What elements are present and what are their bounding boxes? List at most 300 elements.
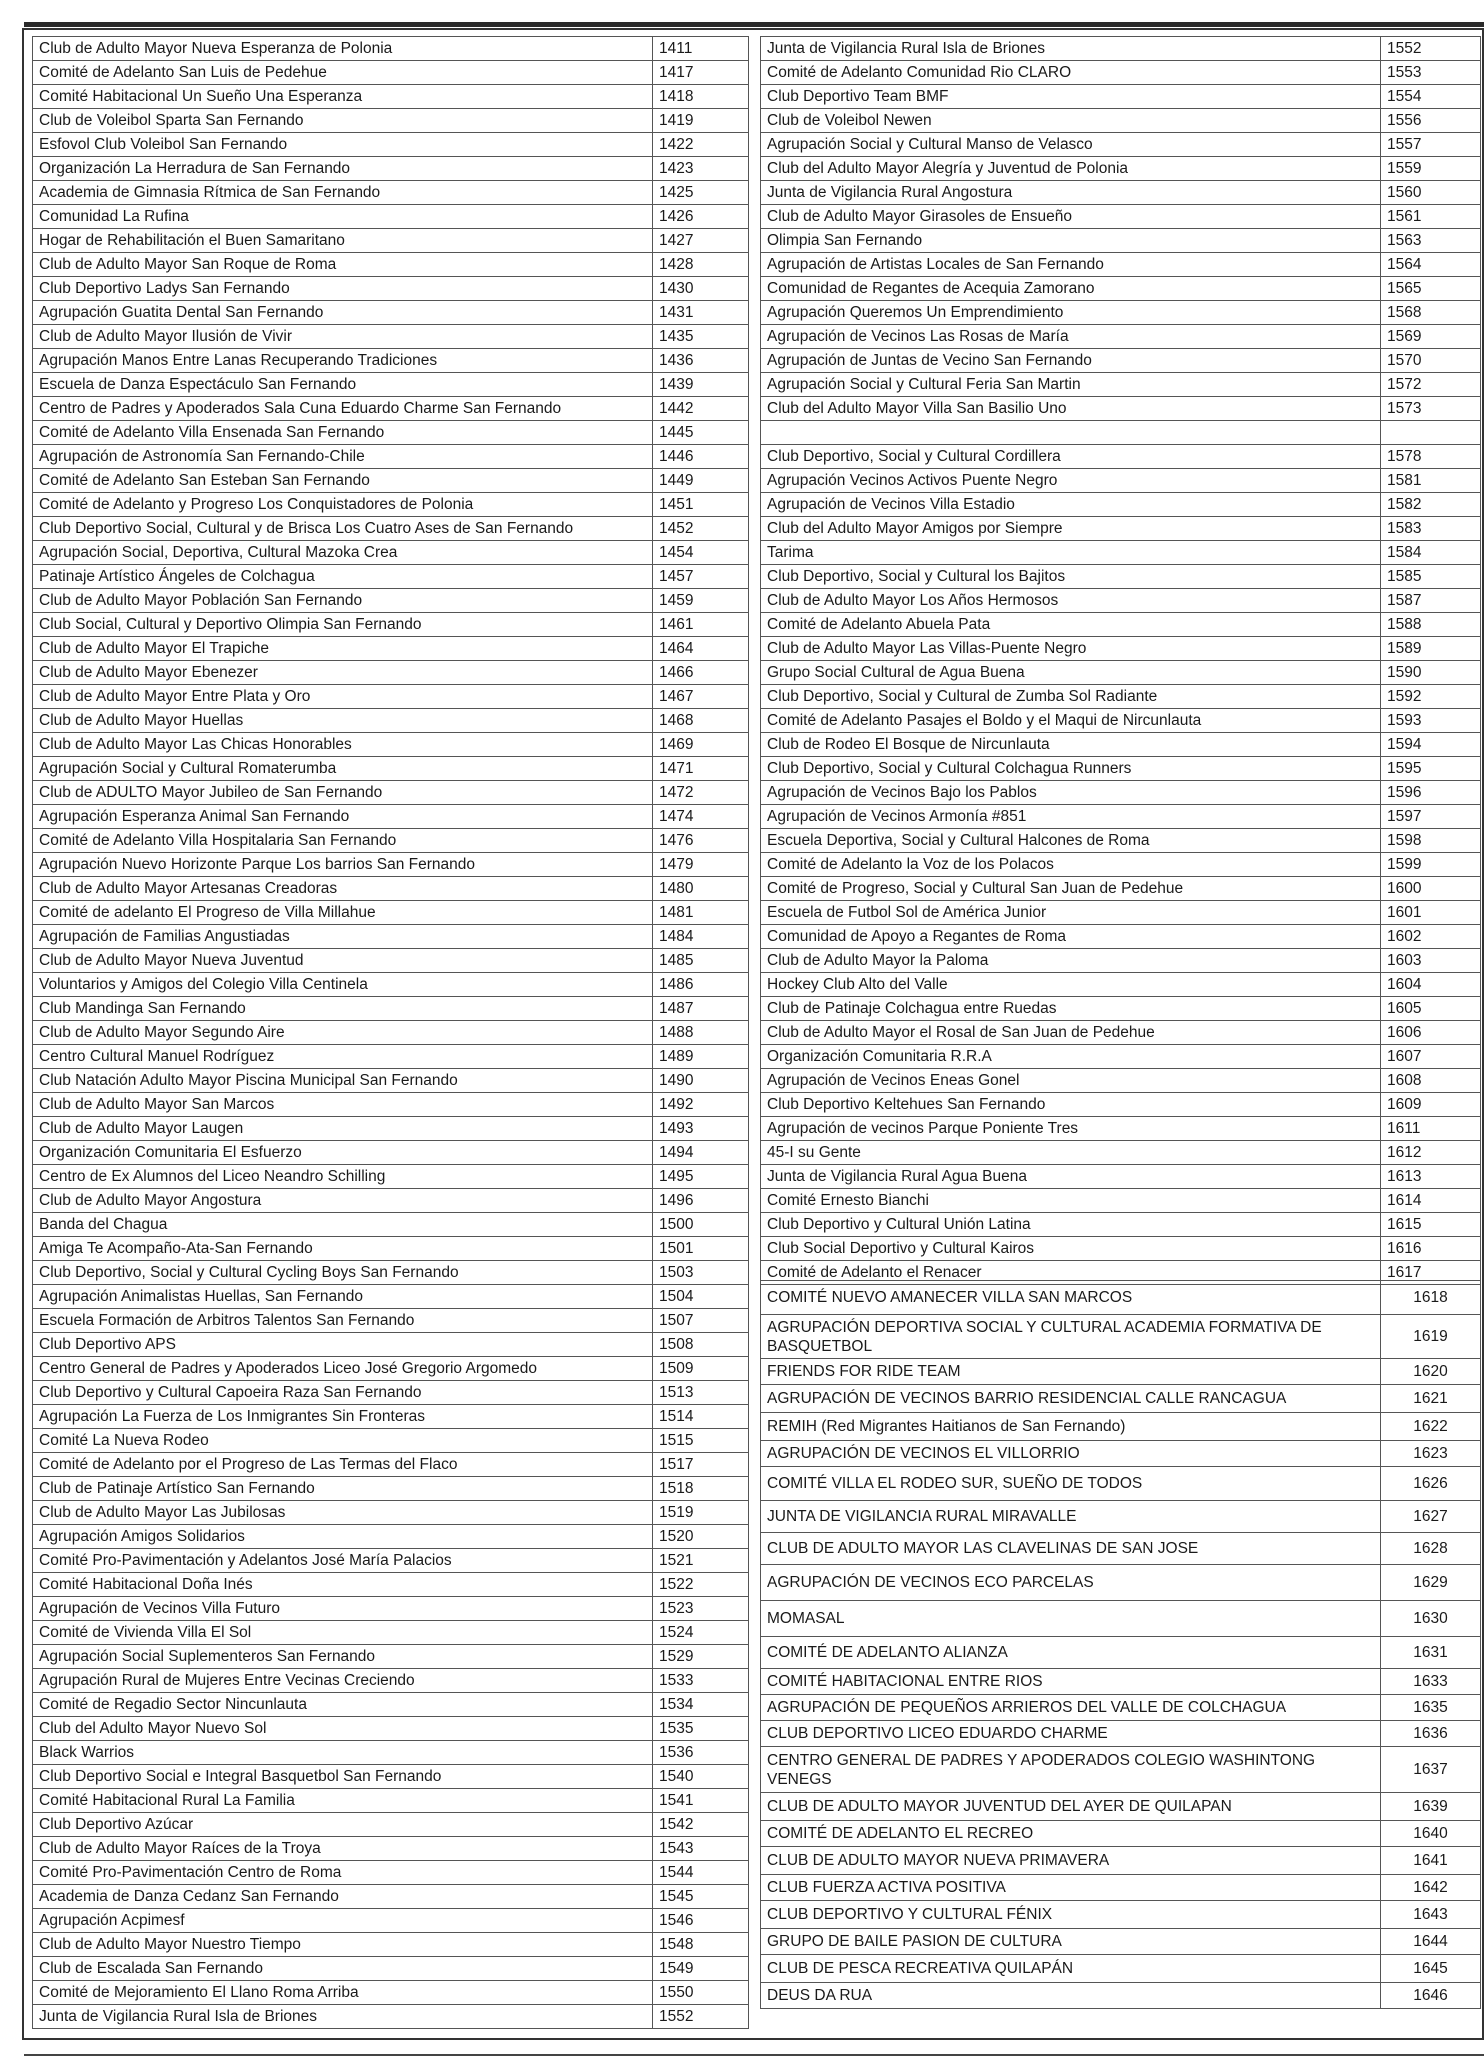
registration-number: 1428 — [653, 253, 749, 277]
organization-name: Patinaje Artístico Ángeles de Colchagua — [33, 565, 653, 589]
table-row — [761, 1281, 1481, 1315]
registration-number: 1422 — [653, 133, 749, 157]
registration-number: 1559 — [1381, 157, 1481, 181]
table-row — [761, 804, 1481, 828]
table-row — [33, 877, 749, 901]
table-row — [761, 612, 1481, 636]
table-row — [33, 1909, 749, 1933]
table-row — [761, 1847, 1481, 1875]
table-row — [33, 1021, 749, 1045]
organization-name: Club del Adulto Mayor Villa San Basilio Uno — [761, 397, 1381, 421]
organization-name: COMITÉ DE ADELANTO EL RECREO — [761, 1821, 1381, 1847]
registration-number: 1552 — [1381, 37, 1481, 61]
table-row — [33, 1261, 749, 1285]
organization-name: Club Deportivo APS — [33, 1333, 653, 1357]
organization-name: Comité de Adelanto Comunidad Rio CLARO — [761, 61, 1381, 85]
organization-name: Club de Voleibol Newen — [761, 109, 1381, 133]
registration-number: 1629 — [1381, 1565, 1481, 1601]
registration-number: 1461 — [653, 613, 749, 637]
table-row — [33, 1525, 749, 1549]
table-row — [33, 925, 749, 949]
table-row — [761, 61, 1481, 85]
table-row — [33, 973, 749, 997]
table-row — [761, 1413, 1481, 1441]
organization-name: Agrupación Social y Cultural Manso de Velasco — [761, 133, 1381, 157]
organization-name: Comité Ernesto Bianchi — [761, 1188, 1381, 1212]
registration-number: 1451 — [653, 493, 749, 517]
table-row — [33, 853, 749, 877]
table-row — [33, 1669, 749, 1693]
table-row — [761, 1637, 1481, 1669]
organization-name: Academia de Danza Cedanz San Fernando — [33, 1885, 653, 1909]
organization-name: Grupo Social Cultural de Agua Buena — [761, 660, 1381, 684]
organization-name: Escuela de Futbol Sol de América Junior — [761, 900, 1381, 924]
registration-number: 1466 — [653, 661, 749, 685]
registration-number: 1593 — [1381, 708, 1481, 732]
organization-name: Comité de Vivienda Villa El Sol — [33, 1621, 653, 1645]
organization-name: Academia de Gimnasia Rítmica de San Fernando — [33, 181, 653, 205]
organization-name: Agrupación Amigos Solidarios — [33, 1525, 653, 1549]
table-row — [33, 1741, 749, 1765]
organization-name: Comité Habitacional Doña Inés — [33, 1573, 653, 1597]
registration-number — [1381, 421, 1481, 445]
registration-number: 1641 — [1381, 1847, 1481, 1875]
registration-number: 1615 — [1381, 1212, 1481, 1236]
organization-name: Club Deportivo Ladys San Fernando — [33, 277, 653, 301]
organization-name: Agrupación de Familias Angustiadas — [33, 925, 653, 949]
organization-name: Club Deportivo y Cultural Unión Latina — [761, 1212, 1381, 1236]
organization-name: Agrupación Nuevo Horizonte Parque Los barrios San Fernando — [33, 853, 653, 877]
table-row — [761, 1116, 1481, 1140]
registration-number: 1622 — [1381, 1413, 1481, 1441]
registration-number: 1561 — [1381, 205, 1481, 229]
organization-name: CLUB DEPORTIVO LICEO EDUARDO CHARME — [761, 1721, 1381, 1747]
table-row — [761, 852, 1481, 876]
table-row — [761, 996, 1481, 1020]
organization-name: COMITÉ DE ADELANTO ALIANZA — [761, 1637, 1381, 1669]
registration-number: 1484 — [653, 925, 749, 949]
registration-number: 1639 — [1381, 1793, 1481, 1821]
table-row — [33, 37, 749, 61]
table-row — [33, 1045, 749, 1069]
registration-number: 1640 — [1381, 1821, 1481, 1847]
registration-number: 1545 — [653, 1885, 749, 1909]
organization-name: Club de Adulto Mayor Girasoles de Ensueño — [761, 205, 1381, 229]
organization-name: Club de Voleibol Sparta San Fernando — [33, 109, 653, 133]
registration-number: 1486 — [653, 973, 749, 997]
organization-name: Comité de Adelanto San Esteban San Fernando — [33, 469, 653, 493]
organization-name: Comité de Adelanto la Voz de los Polacos — [761, 852, 1381, 876]
table-row — [761, 277, 1481, 301]
registration-number: 1523 — [653, 1597, 749, 1621]
registration-number: 1474 — [653, 805, 749, 829]
table-row — [761, 636, 1481, 660]
organization-name: Club Deportivo y Cultural Capoeira Raza San Fernando — [33, 1381, 653, 1405]
registration-number: 1612 — [1381, 1140, 1481, 1164]
registration-number: 1454 — [653, 541, 749, 565]
table-row — [33, 733, 749, 757]
registration-number: 1476 — [653, 829, 749, 853]
organization-name: CLUB DE ADULTO MAYOR JUVENTUD DEL AYER DE QUILAPAN — [761, 1793, 1381, 1821]
registration-number: 1472 — [653, 781, 749, 805]
organization-name: AGRUPACIÓN DE VECINOS BARRIO RESIDENCIAL CALLE RANCAGUA — [761, 1385, 1381, 1413]
table-row — [33, 685, 749, 709]
registration-number: 1490 — [653, 1069, 749, 1093]
registration-number: 1584 — [1381, 540, 1481, 564]
organization-name: Agrupación de Astronomía San Fernando-Chile — [33, 445, 653, 469]
organization-name: Club del Adulto Mayor Amigos por Siempre — [761, 516, 1381, 540]
table-row — [761, 1565, 1481, 1601]
table-row — [761, 1793, 1481, 1821]
organization-name: Comité de Adelanto Villa Ensenada San Fernando — [33, 421, 653, 445]
table-row — [33, 85, 749, 109]
table-row — [761, 1315, 1481, 1359]
left-organizations-table — [32, 36, 749, 2029]
organization-name: Agrupación Social Suplementeros San Fernando — [33, 1645, 653, 1669]
registration-number: 1495 — [653, 1165, 749, 1189]
organization-name: Comité de Adelanto por el Progreso de Las Termas del Flaco — [33, 1453, 653, 1477]
right-organizations-table — [760, 36, 1481, 1285]
registration-number: 1508 — [653, 1333, 749, 1357]
organization-name: CLUB DE PESCA RECREATIVA QUILAPÁN — [761, 1955, 1381, 1983]
organization-name: Esfovol Club Voleibol San Fernando — [33, 133, 653, 157]
table-row — [761, 972, 1481, 996]
registration-number: 1430 — [653, 277, 749, 301]
table-row — [761, 301, 1481, 325]
registration-number: 1645 — [1381, 1955, 1481, 1983]
table-row — [33, 349, 749, 373]
registration-number: 1515 — [653, 1429, 749, 1453]
table-row — [33, 1981, 749, 2005]
organization-name: Agrupación Manos Entre Lanas Recuperando Tradiciones — [33, 349, 653, 373]
registration-number: 1517 — [653, 1453, 749, 1477]
table-row — [33, 1621, 749, 1645]
registration-number: 1418 — [653, 85, 749, 109]
registration-number: 1503 — [653, 1261, 749, 1285]
table-row — [33, 1549, 749, 1573]
table-row — [33, 613, 749, 637]
registration-number: 1439 — [653, 373, 749, 397]
registration-number: 1534 — [653, 1693, 749, 1717]
table-row — [761, 109, 1481, 133]
registration-number: 1481 — [653, 901, 749, 925]
organization-name: Club de Adulto Mayor Raíces de la Troya — [33, 1837, 653, 1861]
organization-name: Club de Adulto Mayor Angostura — [33, 1189, 653, 1213]
organization-name: CLUB DE ADULTO MAYOR LAS CLAVELINAS DE SAN JOSE — [761, 1533, 1381, 1565]
table-row — [761, 1695, 1481, 1721]
table-row — [33, 517, 749, 541]
registration-number: 1546 — [653, 1909, 749, 1933]
registration-number: 1570 — [1381, 349, 1481, 373]
table-row — [761, 780, 1481, 804]
table-row — [33, 1093, 749, 1117]
registration-number: 1626 — [1381, 1467, 1481, 1501]
table-row — [33, 1213, 749, 1237]
organization-name: Agrupación Vecinos Activos Puente Negro — [761, 468, 1381, 492]
table-row — [33, 781, 749, 805]
organization-name: Comité La Nueva Rodeo — [33, 1429, 653, 1453]
table-row — [33, 301, 749, 325]
table-row — [761, 133, 1481, 157]
registration-number: 1557 — [1381, 133, 1481, 157]
table-row — [761, 325, 1481, 349]
organization-name: Club Mandinga San Fernando — [33, 997, 653, 1021]
table-row — [33, 1357, 749, 1381]
registration-number: 1607 — [1381, 1044, 1481, 1068]
organization-name: Club Deportivo, Social y Cultural de Zumba Sol Radiante — [761, 684, 1381, 708]
registration-number: 1569 — [1381, 325, 1481, 349]
organization-name: Club Social Deportivo y Cultural Kairos — [761, 1236, 1381, 1260]
table-row — [33, 469, 749, 493]
table-row — [33, 1597, 749, 1621]
registration-number: 1596 — [1381, 780, 1481, 804]
organization-name: AGRUPACIÓN DE VECINOS ECO PARCELAS — [761, 1565, 1381, 1601]
registration-number: 1604 — [1381, 972, 1481, 996]
table-row — [33, 757, 749, 781]
organization-name: FRIENDS FOR RIDE TEAM — [761, 1359, 1381, 1385]
registration-number: 1507 — [653, 1309, 749, 1333]
registration-number: 1603 — [1381, 948, 1481, 972]
organization-name: Escuela de Danza Espectáculo San Fernando — [33, 373, 653, 397]
table-row — [33, 397, 749, 421]
registration-number: 1597 — [1381, 804, 1481, 828]
table-row — [33, 1813, 749, 1837]
registration-number: 1637 — [1381, 1747, 1481, 1793]
organization-name: Club de Escalada San Fernando — [33, 1957, 653, 1981]
registration-number: 1500 — [653, 1213, 749, 1237]
registration-number: 1449 — [653, 469, 749, 493]
organization-name: Comité Habitacional Rural La Familia — [33, 1789, 653, 1813]
registration-number: 1631 — [1381, 1637, 1481, 1669]
table-row — [761, 397, 1481, 421]
organization-name: CLUB DEPORTIVO Y CULTURAL FÉNIX — [761, 1901, 1381, 1929]
registration-number: 1427 — [653, 229, 749, 253]
registration-number: 1644 — [1381, 1929, 1481, 1955]
registration-number: 1488 — [653, 1021, 749, 1045]
table-row — [33, 1333, 749, 1357]
registration-number: 1643 — [1381, 1901, 1481, 1929]
organization-name: AGRUPACIÓN DE PEQUEÑOS ARRIEROS DEL VALLE DE COLCHAGUA — [761, 1695, 1381, 1721]
table-row — [761, 229, 1481, 253]
table-row — [761, 516, 1481, 540]
registration-number: 1599 — [1381, 852, 1481, 876]
registration-number: 1611 — [1381, 1116, 1481, 1140]
organization-name: Comité de Adelanto Abuela Pata — [761, 612, 1381, 636]
registration-number: 1568 — [1381, 301, 1481, 325]
organization-name: Comité de Regadio Sector Nincunlauta — [33, 1693, 653, 1717]
organization-name: Junta de Vigilancia Rural Agua Buena — [761, 1164, 1381, 1188]
organization-name: AGRUPACIÓN DEPORTIVA SOCIAL Y CULTURAL ACADEMIA FORMATIVA DE BASQUETBOL — [761, 1315, 1381, 1359]
table-row — [761, 1501, 1481, 1533]
registration-number: 1471 — [653, 757, 749, 781]
table-row — [33, 181, 749, 205]
registration-number: 1521 — [653, 1549, 749, 1573]
organization-name: Voluntarios y Amigos del Colegio Villa Centinela — [33, 973, 653, 997]
table-row — [33, 1645, 749, 1669]
table-row — [33, 589, 749, 613]
organization-name: Agrupación Social y Cultural Romaterumba — [33, 757, 653, 781]
registration-number: 1549 — [653, 1957, 749, 1981]
organization-name: Club Deportivo, Social y Cultural Cycling Boys San Fernando — [33, 1261, 653, 1285]
registration-number: 1630 — [1381, 1601, 1481, 1637]
table-row — [761, 492, 1481, 516]
table-row — [33, 493, 749, 517]
registration-number: 1543 — [653, 1837, 749, 1861]
table-row — [761, 253, 1481, 277]
organization-name: Club de Adulto Mayor Ilusión de Vivir — [33, 325, 653, 349]
table-row — [761, 444, 1481, 468]
organization-name: Comité Habitacional Un Sueño Una Esperanza — [33, 85, 653, 109]
registration-number: 1519 — [653, 1501, 749, 1525]
registration-number: 1550 — [653, 1981, 749, 2005]
registration-number: 1435 — [653, 325, 749, 349]
registration-number: 1426 — [653, 205, 749, 229]
organization-name: Club de Adulto Mayor Nueva Esperanza de Polonia — [33, 37, 653, 61]
table-row — [33, 373, 749, 397]
organization-name: Club de Adulto Mayor Población San Fernando — [33, 589, 653, 613]
registration-number: 1501 — [653, 1237, 749, 1261]
table-row — [33, 1453, 749, 1477]
table-row — [33, 637, 749, 661]
table-row — [761, 1669, 1481, 1695]
organization-name: Club de Adulto Mayor Ebenezer — [33, 661, 653, 685]
organization-name: Junta de Vigilancia Rural Isla de Briones — [761, 37, 1381, 61]
organization-name: Organización La Herradura de San Fernando — [33, 157, 653, 181]
table-row — [761, 349, 1481, 373]
organization-name: Club del Adulto Mayor Alegría y Juventud de Polonia — [761, 157, 1381, 181]
organization-name: Comité Pro-Pavimentación y Adelantos José María Palacios — [33, 1549, 653, 1573]
registration-number: 1613 — [1381, 1164, 1481, 1188]
registration-number: 1536 — [653, 1741, 749, 1765]
table-row — [33, 1237, 749, 1261]
organization-name: Club de Adulto Mayor la Paloma — [761, 948, 1381, 972]
table-row — [761, 421, 1481, 445]
organization-name: Club Social, Cultural y Deportivo Olimpia San Fernando — [33, 613, 653, 637]
table-row — [33, 253, 749, 277]
organization-name: Club de Adulto Mayor Segundo Aire — [33, 1021, 653, 1045]
table-row — [761, 660, 1481, 684]
registration-number: 1616 — [1381, 1236, 1481, 1260]
organization-name: Centro de Padres y Apoderados Sala Cuna Eduardo Charme San Fernando — [33, 397, 653, 421]
registration-number: 1514 — [653, 1405, 749, 1429]
registration-number: 1529 — [653, 1645, 749, 1669]
registration-number: 1565 — [1381, 277, 1481, 301]
organization-name: Club de Adulto Mayor Huellas — [33, 709, 653, 733]
table-row — [33, 1573, 749, 1597]
organization-name: Club Natación Adulto Mayor Piscina Municipal San Fernando — [33, 1069, 653, 1093]
registration-number: 1464 — [653, 637, 749, 661]
registration-number: 1623 — [1381, 1441, 1481, 1467]
table-row — [761, 1092, 1481, 1116]
organization-name: Agrupación de Artistas Locales de San Fernando — [761, 253, 1381, 277]
table-row — [33, 1381, 749, 1405]
table-row — [761, 1212, 1481, 1236]
organization-name: Hogar de Rehabilitación el Buen Samaritano — [33, 229, 653, 253]
registration-number: 1573 — [1381, 397, 1481, 421]
organization-name: Club Deportivo Social e Integral Basquetbol San Fernando — [33, 1765, 653, 1789]
registration-number: 1436 — [653, 349, 749, 373]
table-row — [33, 1717, 749, 1741]
table-row — [33, 229, 749, 253]
organization-name: Escuela Deportiva, Social y Cultural Halcones de Roma — [761, 828, 1381, 852]
registration-number: 1627 — [1381, 1501, 1481, 1533]
organization-name: Club de Adulto Mayor Laugen — [33, 1117, 653, 1141]
registration-number: 1446 — [653, 445, 749, 469]
registration-number: 1621 — [1381, 1385, 1481, 1413]
registration-number: 1467 — [653, 685, 749, 709]
table-row — [33, 997, 749, 1021]
registration-number: 1541 — [653, 1789, 749, 1813]
table-row — [761, 1533, 1481, 1565]
table-row — [33, 1693, 749, 1717]
table-row — [33, 325, 749, 349]
table-row — [33, 1405, 749, 1429]
registration-number: 1619 — [1381, 1315, 1481, 1359]
registration-number: 1646 — [1381, 1983, 1481, 2009]
registration-number: 1614 — [1381, 1188, 1481, 1212]
registration-number: 1425 — [653, 181, 749, 205]
table-row — [761, 1929, 1481, 1955]
registration-number: 1492 — [653, 1093, 749, 1117]
table-row — [761, 1068, 1481, 1092]
registration-number: 1601 — [1381, 900, 1481, 924]
table-row — [761, 1901, 1481, 1929]
table-row — [33, 949, 749, 973]
registration-number: 1618 — [1381, 1281, 1481, 1315]
registration-number: 1468 — [653, 709, 749, 733]
table-row — [761, 157, 1481, 181]
organization-name: Club Deportivo Team BMF — [761, 85, 1381, 109]
organization-name: Junta de Vigilancia Rural Angostura — [761, 181, 1381, 205]
table-row — [761, 924, 1481, 948]
registration-number: 1605 — [1381, 996, 1481, 1020]
organization-name: Organización Comunitaria El Esfuerzo — [33, 1141, 653, 1165]
registration-number: 1489 — [653, 1045, 749, 1069]
registration-number: 1609 — [1381, 1092, 1481, 1116]
registration-number: 1552 — [653, 2005, 749, 2029]
registration-number: 1457 — [653, 565, 749, 589]
registration-number: 1581 — [1381, 468, 1481, 492]
organization-name: Club de Patinaje Artístico San Fernando — [33, 1477, 653, 1501]
table-row — [761, 373, 1481, 397]
registration-number: 1548 — [653, 1933, 749, 1957]
registration-number: 1620 — [1381, 1359, 1481, 1385]
registration-number: 1540 — [653, 1765, 749, 1789]
registration-number: 1572 — [1381, 373, 1481, 397]
table-row — [33, 205, 749, 229]
registration-number: 1617 — [1381, 1260, 1481, 1284]
organization-name: MOMASAL — [761, 1601, 1381, 1637]
table-row — [33, 61, 749, 85]
organization-name: Club de Adulto Mayor San Roque de Roma — [33, 253, 653, 277]
table-row — [33, 1861, 749, 1885]
registration-number: 1578 — [1381, 444, 1481, 468]
table-row — [761, 1359, 1481, 1385]
registration-number: 1518 — [653, 1477, 749, 1501]
organization-name: Agrupación Queremos Un Emprendimiento — [761, 301, 1381, 325]
organization-name: Club de Adulto Mayor Nueva Juventud — [33, 949, 653, 973]
registration-number: 1445 — [653, 421, 749, 445]
table-row — [33, 805, 749, 829]
table-row — [761, 181, 1481, 205]
registration-number: 1594 — [1381, 732, 1481, 756]
organization-name: 45-I su Gente — [761, 1140, 1381, 1164]
table-row — [761, 1236, 1481, 1260]
registration-number: 1509 — [653, 1357, 749, 1381]
organization-name: Club Deportivo Azúcar — [33, 1813, 653, 1837]
registration-number: 1452 — [653, 517, 749, 541]
table-row — [761, 756, 1481, 780]
